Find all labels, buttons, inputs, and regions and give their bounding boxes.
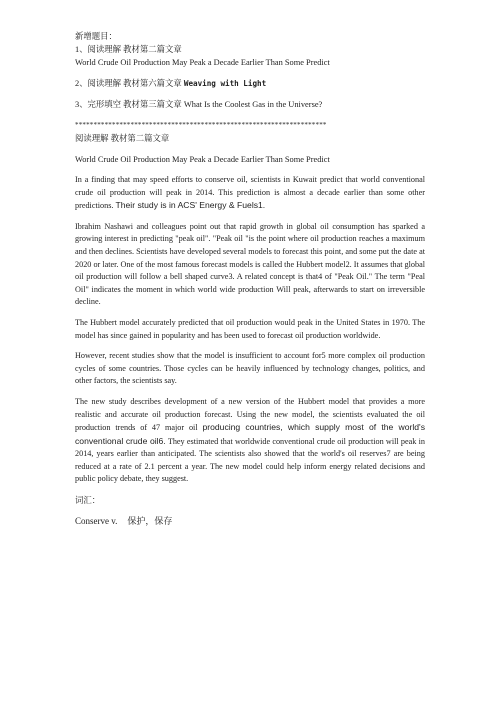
- vocabulary-word: Conserve v.: [75, 516, 118, 527]
- paragraph-5-a: The new study describes development of a new version of the Hubbert model that provides a more realistic and accurate oil production forecast. Using the new model, the scientists evaluated the oil production trends of 47 major oil: [75, 396, 425, 433]
- paragraph-1-main: In a finding that may speed efforts to conserve oil, scientists in Kuwait predict that world conventional crude oil production will peak in 2014. This prediction is almost a decade earlier than some other predictions.: [75, 175, 425, 211]
- task-item-1-article: World Crude Oil Production May Peak a Decade Earlier Than Some Predict: [75, 58, 330, 67]
- header-title: 新增题目：: [75, 32, 117, 41]
- task-item-2-article: Weaving with Light: [183, 79, 267, 88]
- vocabulary-item: [75, 515, 425, 528]
- paragraph-5: [75, 396, 425, 486]
- paragraph-5-c: They estimated that worldwide conventional crude oil production will peak in 2014, years earlier than anticipated. The scientists also showed that the world's oil reserves7 are being reduced at a rate of 2.1 percent a year. The new model could help inform energy related decisions and public policy debate, they suggest.: [75, 436, 425, 484]
- paragraph-5-b: producing countries, which supply most of the world's conventional crude oil6.: [75, 422, 425, 446]
- vocabulary-meaning: 保护，保存: [127, 516, 173, 527]
- paragraph-4: However, recent studies show that the model is insufficient to account for5 more complex oil production cycles of some countries. Those cycles can be heavily influenced by technology changes, politics, and other factors, the scientists say.: [75, 351, 425, 386]
- task-item-2: [75, 77, 425, 90]
- task-item-2-prefix: 2、阅读理解 教材第六篇文章: [75, 79, 184, 88]
- section-heading: 阅读理解 教材第二篇文章: [75, 134, 170, 143]
- section-divider: ********************************************************************: [75, 121, 327, 129]
- paragraph-3: The Hubbert model accurately predicted that oil production would peak in the United States in 1970. The model has since gained in popularity and has been used to forecast oil production worldwide.: [75, 317, 425, 340]
- document-page: [75, 30, 425, 528]
- task-item-1: 1、阅读理解 教材第二篇文章: [75, 45, 182, 54]
- paragraph-2: Ibrahim Nashawi and colleagues point out that rapid growth in global oil consumption has sparked a growing interest in predicting "peak oil". "Peak oil "is the point where oil production reaches a maximum and then declines. Scientists have developed several models to forecast this point, and some put the date at 2020 or later. One of the most famous forecast models is called the Hubbert model2. It assumes that global oil production will follow a bell shaped curve3. A related concept is that4 of "Peak Oil." The term "Peal Oil" indicates the moment in which world wide production Will peak, afterwards to start on irreversible decline.: [75, 221, 425, 307]
- article-title: World Crude Oil Production May Peak a Decade Earlier Than Some Predict: [75, 155, 330, 164]
- paragraph-1-tail: Their study is in ACS' Energy & Fuels1.: [115, 200, 266, 211]
- vocabulary-heading: 词汇：: [75, 496, 101, 506]
- task-item-3: 3、完形填空 教材第三篇文章 What Is the Coolest Gas in the Universe?: [75, 100, 323, 109]
- paragraph-1: [75, 174, 425, 213]
